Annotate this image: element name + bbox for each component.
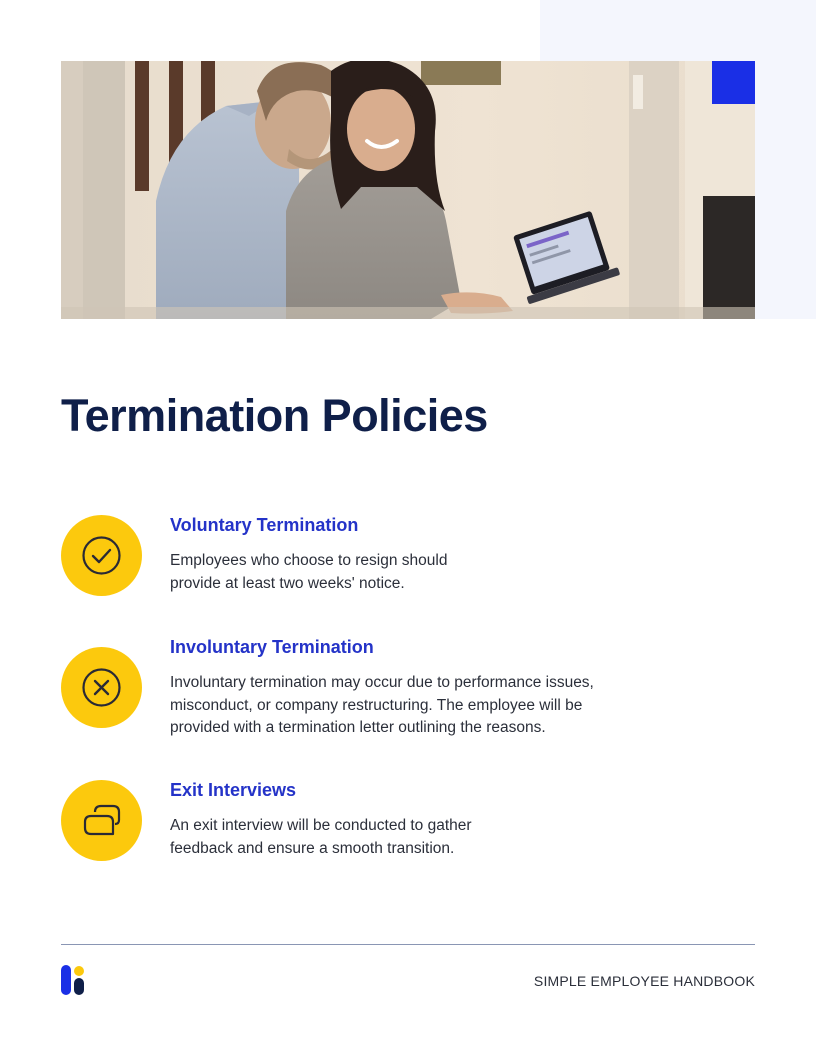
policy-heading: Involuntary Termination: [170, 637, 374, 657]
hero-photo-illustration: [61, 61, 755, 319]
x-circle-icon: [61, 647, 142, 728]
footer-label: SIMPLE EMPLOYEE HANDBOOK: [533, 973, 755, 989]
chat-bubbles-icon-glyph: [81, 800, 122, 841]
chat-bubbles-icon: [61, 780, 142, 861]
policy-involuntary-termination: [61, 637, 681, 747]
policy-heading: Exit Interviews: [170, 780, 297, 800]
policy-voluntary-termination: [61, 515, 681, 615]
check-circle-icon: [61, 515, 142, 596]
brand-logo-glyph: [61, 965, 85, 995]
accent-square: [712, 61, 755, 104]
policy-body: An exit interview will be conducted to gather feedback and ensure a smooth transition.: [170, 817, 472, 857]
policy-body: Involuntary termination may occur due to performance issues, misconduct, or company restructuring. The employee will be provided with a termination letter outlining the reasons.: [170, 674, 594, 736]
footer-divider: [61, 944, 755, 945]
policy-exit-interviews: [61, 780, 681, 870]
hero-photo: [61, 61, 755, 319]
page-title: Termination Policies: [61, 390, 488, 441]
check-circle-icon-glyph: [81, 535, 122, 576]
brand-logo-icon: [61, 965, 85, 995]
x-circle-icon-glyph: [81, 667, 122, 708]
policy-heading: Voluntary Termination: [170, 515, 359, 535]
policy-body: Employees who choose to resign should provide at least two weeks' notice.: [170, 552, 448, 592]
